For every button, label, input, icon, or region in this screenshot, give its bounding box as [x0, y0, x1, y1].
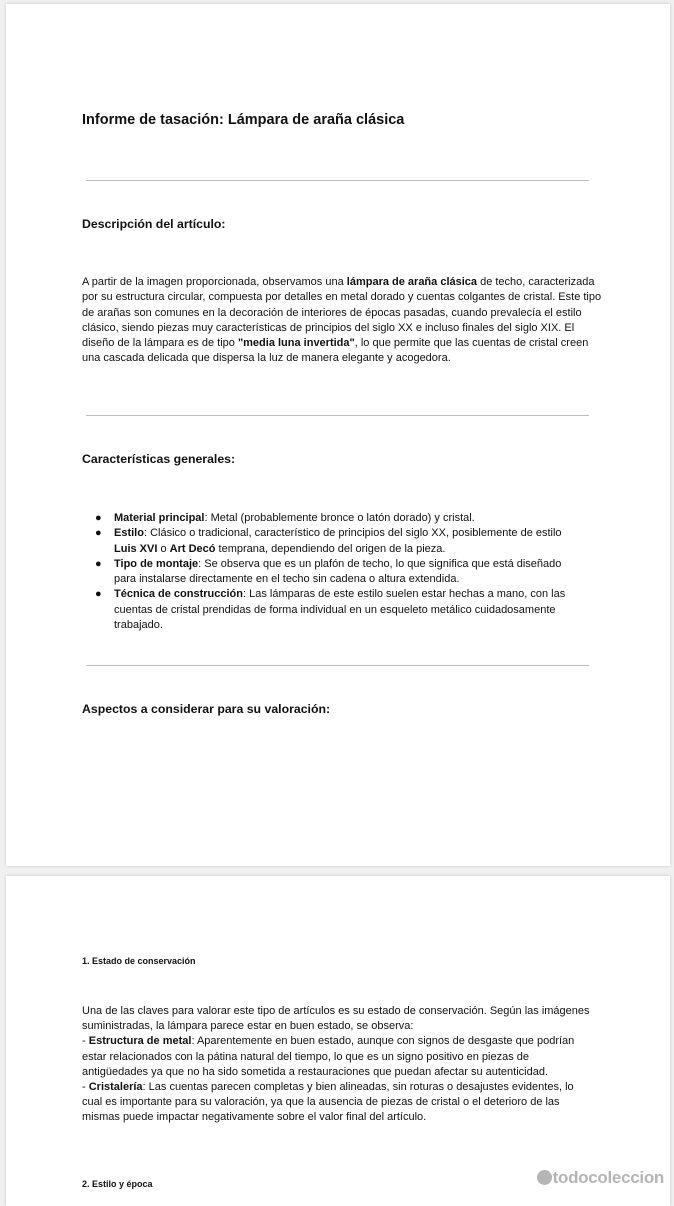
- list-item: - Cristalería: Las cuentas parecen completas y bien alineadas, sin roturas o desajustes evidentes, lo cual es importante para su valoración, ya que la ausencia de piezas de cristal o el deterioro de las mismas puede impactar negativamente sobre el valor final del artículo.: [82, 1081, 574, 1124]
- divider: [86, 415, 589, 416]
- divider: [86, 665, 589, 666]
- list-item: ● Tipo de montaje: Se observa que es un plafón de techo, lo que significa que está diseñado para instalarse directamente en el techo sin cadena o altura extendida.: [95, 557, 562, 586]
- section-1-intro: Una de las claves para valorar este tipo de artículos es su estado de conservación. Según las imágenes suministradas, la lámpara parece estar en buen estado, se observa:: [82, 1005, 590, 1033]
- divider: [86, 180, 589, 181]
- document-page-2: [6, 876, 670, 1206]
- brand-watermark: todocoleccion: [537, 1168, 664, 1188]
- bold-phrase-lampara: lámpara de araña clásica: [346, 276, 478, 288]
- aspects-heading: Aspectos a considerar para su valoración:: [82, 702, 331, 716]
- description-paragraph: A partir de la imagen proporcionada, observamos una lámpara de araña clásica de techo, caracterizada por su estructura circular, compuesta por detalles en metal dorado y cuentas colgantes de cristal. Este tipo de arañas son comunes en la decoración de interiores de épocas pasadas, cuando prevalecía el estilo clásico, siendo piezas muy características de principios del siglo XX e incluso finales del siglo XIX. El diseño de la lámpara es de tipo "media luna invertida", lo que permite que las cuentas de cristal creen una cascada delicada que dispersa la luz de manera elegante y acogedora.: [82, 276, 602, 365]
- bullet-icon: ●: [95, 588, 102, 601]
- document-page-1: [6, 4, 670, 866]
- features-heading: Características generales:: [82, 452, 236, 466]
- list-item: - Estructura de metal: Aparentemente en buen estado, aunque con signos de desgaste que podrían estar relacionados con la pátina natural del tiempo, lo que es un signo positivo en piezas de antigüedades ya que no ha sido sometida a restauraciones que puedan afectar su autenticidad.: [82, 1035, 575, 1078]
- section-1-body: [82, 1004, 594, 1126]
- list-item: ● Técnica de construcción: Las lámparas de este estilo suelen estar hechas a mano, con las cuentas de cristal prendidas de forma individual en un esqueleto metálico cuidadosamente trabajado.: [95, 588, 566, 632]
- bold-phrase-media-luna: "media luna invertida": [237, 337, 355, 350]
- list-item: ● Estilo: Clásico o tradicional, característico de principios del siglo XX, posiblemente de estilo Luis XVI o Art Decó temprana, dependiendo del origen de la pieza.: [95, 527, 562, 555]
- bullet-icon: ●: [95, 527, 102, 540]
- list-item: ● Material principal: Metal (probablemente bronce o latón dorado) y cristal.: [82, 511, 582, 526]
- report-title: Informe de tasación: Lámpara de araña clásica: [82, 112, 405, 128]
- bullet-icon: ●: [95, 512, 102, 524]
- description-heading: Descripción del artículo:: [82, 217, 226, 231]
- section-1-heading: 1. Estado de conservación: [82, 956, 196, 966]
- bullet-icon: ●: [95, 557, 102, 570]
- features-list: [82, 511, 582, 633]
- brand-logo-icon: [537, 1170, 552, 1185]
- section-2-heading: 2. Estilo y época: [82, 1179, 153, 1189]
